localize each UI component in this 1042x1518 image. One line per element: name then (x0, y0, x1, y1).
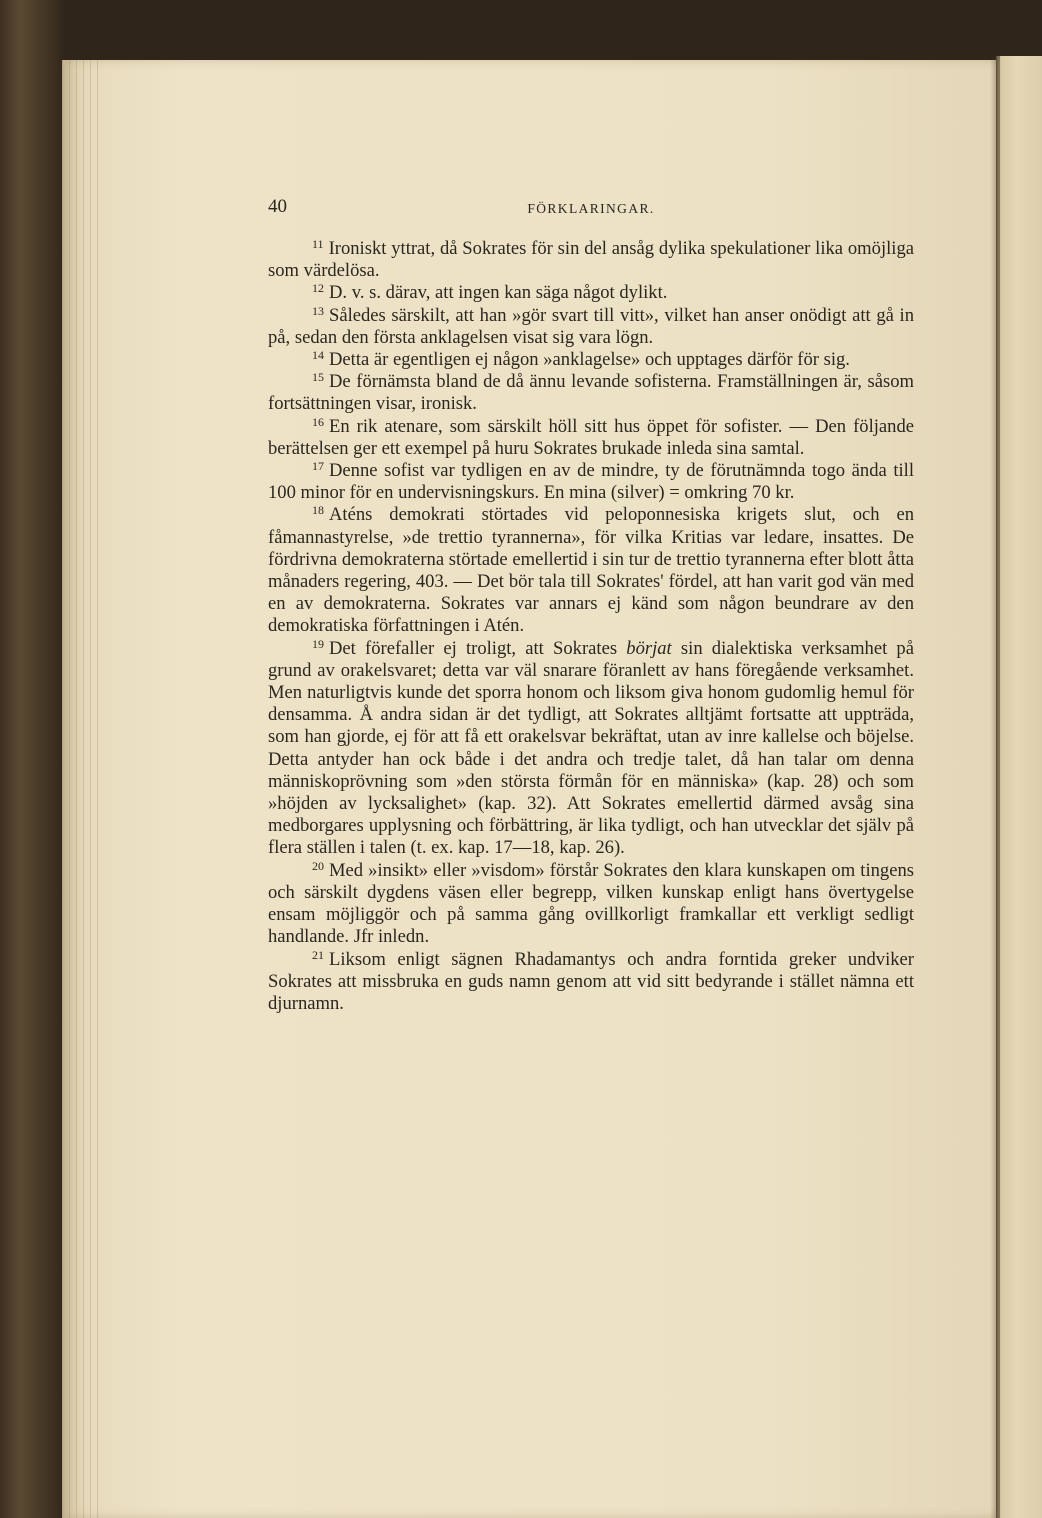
right-page-edge (996, 56, 1042, 1518)
note-number: 19 (312, 636, 324, 651)
page-text (268, 196, 914, 1015)
note-number: 11 (312, 237, 324, 251)
note-text: En rik atenare, som särskilt höll sitt hus öppet för sofister. — Den följande berättelsen ger ett exempel på huru Sokrates brukade inleda sina samtal. (268, 415, 914, 459)
note-19 (268, 638, 914, 860)
note-13 (268, 305, 914, 349)
note-text: Denne sofist var tydligen en av de mindre, ty de förutnämnda togo ända till 100 minor för en undervisningskurs. En mina (silver) = omkring 70 kr. (268, 460, 914, 504)
note-text: Det förefaller ej troligt, att Sokrates (329, 637, 627, 659)
note-text: Således särskilt, att han »gör svart till vitt», vilket han anser onödigt att gå in på, sedan den första anklagelsen visat sig vara lögn. (268, 304, 914, 348)
note-emphasis: börjat (626, 637, 672, 659)
note-number: 15 (312, 370, 324, 385)
note-text: Aténs demokrati störtades vid peloponnesiska krigets slut, och en fåmannastyrelse, »de trettio tyrannerna», för vilka Kritias var ledare, insattes. De fördrivna demokraterna störtade emellertid i sin tur de trettio tyrannerna efter blott åtta månaders regering, 403. — Det bör tala till Sokrates' fördel, att han varit god vän med en av demokraterna. Sokrates var annars ej känd som någon beundrare av den demokratiska författningen i Atén. (268, 504, 914, 637)
note-number: 20 (312, 858, 324, 873)
page-header (268, 196, 914, 220)
note-16 (268, 416, 914, 460)
note-17 (268, 460, 914, 504)
gutter-shadow (990, 56, 1000, 1518)
running-head: FÖRKLARINGAR. (527, 201, 655, 216)
note-number: 17 (312, 459, 324, 474)
note-number: 18 (312, 503, 324, 518)
page-edge-lines (62, 60, 102, 1518)
note-text: sin dialektiska verksamhet på grund av orakelsvaret; detta var väl snarare föranlett av hans föregående verksamhet. Men naturligtvis kunde det sporra honom och liksom giva honom gudomlig hemul för densamma. Å andra sidan är det tydligt, att Sokrates alltjämt fortsatte att uppträda, som han gjorde, ej för att få ett orakelsvar bekräftat, utan av inre kallelse och böjelse. Detta antyder han ock både i det andra och tredje talet, då han talar om denna människoprövning som »den största förmån för en människa» (kap. 28) och som »höjden av lycksalighet» (kap. 32). Att Sokrates emellertid därmed avsåg sina medborgares upplysning och förbättring, är lika tydligt, och han utvecklar det själv på flera ställen i talen (t. ex. kap. 17—18, kap. 26). (268, 637, 914, 859)
note-text: De förnämsta bland de då ännu levande sofisterna. Framställningen är, såsom fortsättningen visar, ironisk. (268, 371, 914, 415)
note-20 (268, 860, 914, 949)
note-12 (268, 282, 914, 304)
note-14 (268, 349, 914, 371)
note-number: 13 (312, 303, 324, 318)
note-text: D. v. s. därav, att ingen kan säga något dylikt. (329, 282, 668, 304)
note-11 (268, 238, 914, 282)
note-number: 16 (312, 414, 324, 429)
note-text: Med »insikt» eller »visdom» förstår Sokrates den klara kunskapen om tingens och särskilt dygdens väsen eller begrepp, vilken kunskap enligt hans övertygelse ensam möjliggör och på samma gång ovillkorligt framkallar ett verkligt sedligt handlande. Jfr inledn. (268, 859, 914, 948)
note-18 (268, 504, 914, 637)
note-number: 21 (312, 947, 324, 962)
note-number: 12 (312, 281, 324, 296)
note-number: 14 (312, 348, 324, 363)
note-text: Ironiskt yttrat, då Sokrates för sin del ansåg dylika spekulationer lika omöjliga som värdelösa. (268, 238, 914, 282)
note-21 (268, 949, 914, 1016)
page-number: 40 (268, 196, 287, 217)
note-text: Detta är egentligen ej någon »anklagelse» och upptages därför för sig. (329, 349, 850, 371)
note-text: Liksom enligt sägnen Rhadamantys och andra forntida greker undviker Sokrates att missbruka en guds namn genom att vid sitt bedyrande i stället nämna ett djurnamn. (268, 948, 914, 1014)
note-15 (268, 371, 914, 415)
